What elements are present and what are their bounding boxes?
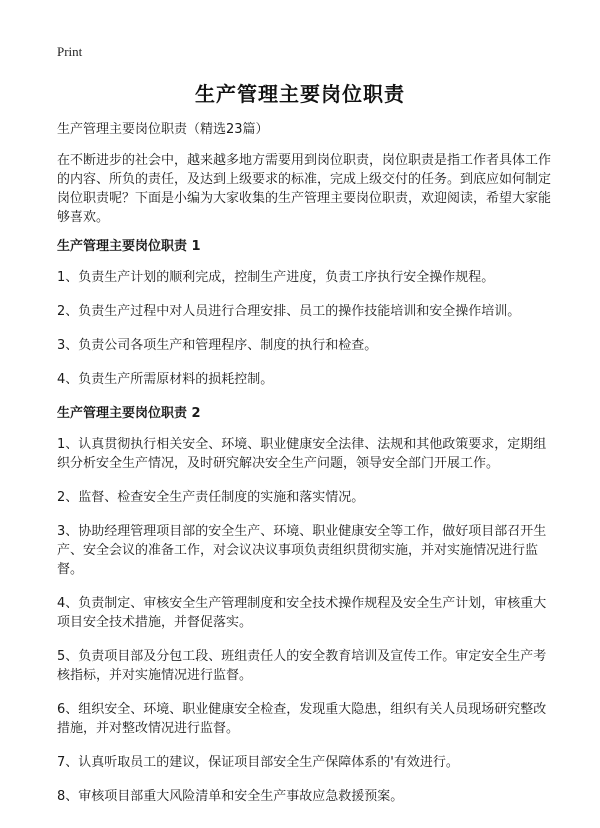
duty-item: 2、负责生产过程中对人员进行合理安排、员工的操作技能培训和安全操作培训。 — [57, 304, 521, 319]
duty-item: 5、负责项目部及分包工段、班组责任人的安全教育培训及宣传工作。审定安全生产考核指标，并对实施情况进行监督。 — [57, 649, 547, 683]
section-heading: 生产管理主要岗位职责 2 — [57, 406, 201, 421]
duty-item: 8、审核项目部重大风险清单和安全生产事故应急救援预案。 — [57, 789, 404, 804]
duty-item: 3、协助经理管理项目部的安全生产、环境、职业健康安全等工作，做好项目部召开生产、安全会议的准备工作，对会议决议事项负责组织贯彻实施，并对实施情况进行监督。 — [57, 524, 547, 577]
duty-list — [57, 435, 557, 806]
duty-item: 3、负责公司各项生产和管理程序、制度的执行和检查。 — [57, 338, 378, 353]
duty-item: 6、组织安全、环境、职业健康安全检查，发现重大隐患，组织有关人员现场研究整改措施，并对整改情况进行监督。 — [57, 702, 547, 736]
duty-item: 2、监督、检查安全生产责任制度的实施和落实情况。 — [57, 490, 365, 505]
section-1 — [57, 237, 557, 389]
section-heading: 生产管理主要岗位职责 1 — [57, 239, 201, 254]
document-body — [57, 120, 557, 821]
print-label[interactable]: Print — [57, 44, 83, 59]
duty-list — [57, 268, 557, 389]
page-title: 生产管理主要岗位职责 — [195, 82, 405, 106]
section-2 — [57, 404, 557, 806]
intro-paragraph: 在不断进步的社会中，越来越多地方需要用到岗位职责，岗位职责是指工作者具体工作的内容、所负的责任，及达到上级要求的标准，完成上级交付的任务。到底应如何制定岗位职责呢？下面是小编为大家收集的生产管理主要岗位职责，欢迎阅读，希望大家能够喜欢。 — [57, 153, 552, 225]
duty-item: 7、认真听取员工的建议，保证项目部安全生产保障体系的'有效进行。 — [57, 755, 459, 770]
duty-item: 1、负责生产计划的顺利完成，控制生产进度，负责工序执行安全操作规程。 — [57, 270, 495, 285]
document-subtitle: 生产管理主要岗位职责（精选23篇） — [57, 122, 269, 137]
duty-item: 4、负责制定、审核安全生产管理制度和安全技术操作规程及安全生产计划，审核重大项目安全技术措施，并督促落实。 — [57, 596, 547, 630]
duty-item: 4、负责生产所需原材料的损耗控制。 — [57, 372, 274, 387]
duty-item: 1、认真贯彻执行相关安全、环境、职业健康安全法律、法规和其他政策要求，定期组织分析安全生产情况，及时研究解决安全生产问题，领导安全部门开展工作。 — [57, 437, 547, 471]
